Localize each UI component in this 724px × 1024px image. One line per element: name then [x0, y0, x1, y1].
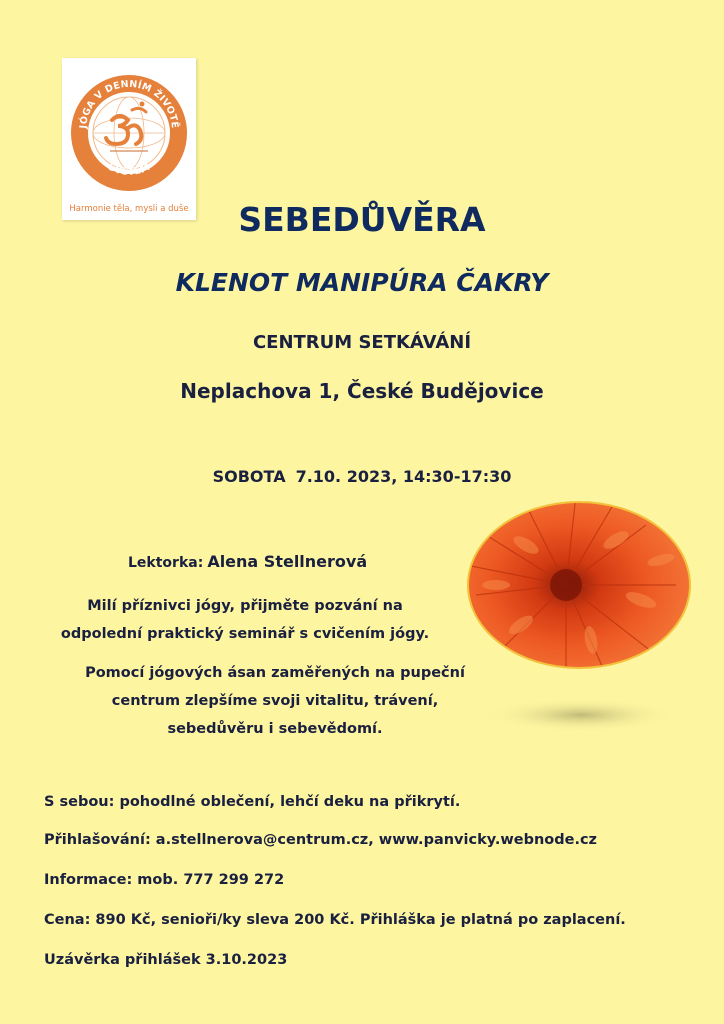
desc-line: centrum zlepšíme svoji vitalitu, trávení,	[111, 693, 439, 709]
lecturer-name: Alena Stellnerová	[207, 552, 368, 571]
invite-line: Milí příznivci jógy, přijměte pozvání na	[87, 598, 403, 614]
info-contact: Informace: mob. 777 299 272	[44, 872, 285, 888]
invite-line: odpolední praktický seminář s cvičením jógy.	[60, 626, 430, 642]
desc-line: Pomocí jógových ásan zaměřených na pupeční	[85, 665, 465, 681]
info-registration: Přihlašování: a.stellnerova@centrum.cz, www.panvicky.webnode.cz	[44, 832, 597, 848]
page-title: SEBEDŮVĚRA	[238, 200, 486, 239]
yoga-logo	[62, 58, 196, 220]
om-symbol-icon	[62, 58, 196, 204]
logo-bottom-text: SYSTÉM	[106, 161, 152, 178]
venue-address: Neplachova 1, České Budějovice	[180, 379, 544, 403]
invitation-text	[40, 592, 450, 648]
info-price: Cena: 890 Kč, senioři/ky sleva 200 Kč. Přihláška je platná po zaplacení.	[44, 912, 626, 928]
description-text	[60, 659, 490, 743]
logo-arc-text: JÓGA V DENNÍM ŽIVOTĚ	[77, 78, 181, 129]
lecturer	[128, 552, 367, 571]
flower-shadow	[486, 698, 676, 732]
page-subtitle: KLENOT MANIPÚRA ČAKRY	[175, 268, 549, 297]
event-date-time: 7.10. 2023, 14:30-17:30	[295, 467, 512, 486]
event-day: SOBOTA	[212, 467, 286, 486]
logo-tagline: Harmonie těla, mysli a duše	[69, 204, 189, 214]
info-bring: S sebou: pohodlné oblečení, lehčí deku na přikrytí.	[44, 794, 461, 810]
venue-name: CENTRUM SETKÁVÁNÍ	[252, 332, 472, 353]
desc-line: sebedůvěru i sebevědomí.	[167, 721, 383, 737]
info-deadline: Uzávěrka přihlášek 3.10.2023	[44, 952, 288, 968]
lecturer-label: Lektorka:	[128, 555, 204, 571]
event-date	[0, 467, 724, 486]
chrysanthemum-image	[466, 500, 692, 670]
